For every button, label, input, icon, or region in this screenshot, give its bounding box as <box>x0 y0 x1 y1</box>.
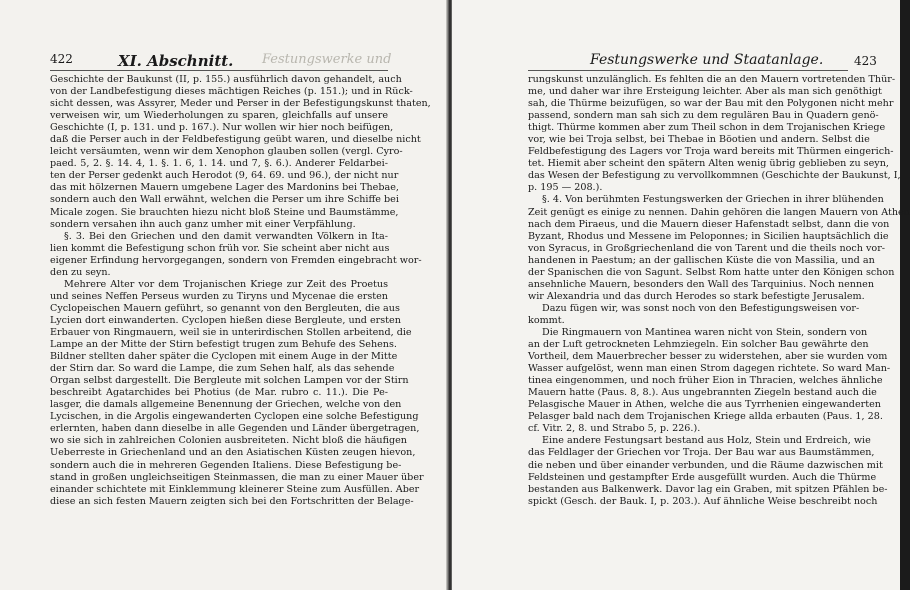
running-title: XI. Abschnitt. <box>118 52 234 70</box>
text-line: Erbauer von Ringmauern, weil sie in unterirdischen Stollen arbeitend, die <box>50 326 412 338</box>
text-line: cf. Vitr. 2, 8. und Strabo 5, p. 226.). <box>528 423 701 435</box>
text-line: von der Landbefestigung dieses mächtigen Reiches (p. 151.); und in Rück- <box>50 86 413 98</box>
text-line: Feldsteinen und gestampfter Erde ausgefüllt wurden. Auch die Thürme <box>528 471 877 483</box>
text-line: p. 195 — 208.). <box>528 182 603 194</box>
text-line: Bildner stellten daher später die Cyclopen mit einem Auge in der Mitte <box>50 351 398 363</box>
text-line: beschreibt Agatarchides bei Photius (de Mar. rubro c. 11.). Die Pe- <box>50 387 388 399</box>
text-line: sondern auch die in mehreren Gegenden Italiens. Diese Befestigung be- <box>50 459 402 471</box>
text-line: nach dem Piraeus, und die Mauern dieser Hafenstadt selbst, dann die von <box>528 218 890 230</box>
body-text <box>528 74 910 508</box>
text-line: der Stirn dar. So ward die Lampe, die zum Sehen half, als das sehende <box>50 363 395 375</box>
text-line: Mehrere Alter vor dem Trojanischen Kriege zur Zeit des Proetus <box>64 278 388 290</box>
text-line: paed. 5, 2. §. 14. 4, 1. §. 1. 6, 1. 14. und 7, §. 6.). Anderer Feldarbei- <box>50 158 388 170</box>
text-line: das mit hölzernen Mauern umgebene Lager des Mardonins bei Thebae, <box>50 182 399 194</box>
text-line: wir Alexandria und das durch Herodes so stark befestigte Jerusalem. <box>528 290 865 302</box>
text-line: §. 3. Bei den Griechen und den damit verwandten Völkern in Ita- <box>64 230 388 242</box>
text-line: Lampe an der Mitte der Stirn befestigt trugen zum Behufe des Sehens. <box>50 339 397 351</box>
text-line: passend, sondern man sah sich zu dem regulären Bau in Quadern genö- <box>528 110 879 122</box>
text-line: rungskunst unzulänglich. Es fehlten die an den Mauern vortretenden Thür- <box>528 74 896 85</box>
text-line: der Spanischen die von Sagunt. Selbst Rom hatte unter den Königen schon <box>528 266 895 278</box>
text-line: von Syracus, in Großgriechenland die von Tarent und die theils noch vor- <box>528 242 886 254</box>
text-line: Zeit genügt es einige zu nennen. Dahin gehören die langen Mauern von Athen <box>528 206 910 218</box>
text-line: Ueberreste in Griechenland und an den Asiatischen Küsten zeugen hievon, <box>50 447 416 459</box>
text-line: Geschichte (I, p. 131. und p. 167.). Nur wollen wir hier noch beifügen, <box>50 122 394 134</box>
text-line: den zu seyn. <box>50 266 111 278</box>
text-line: spickt (Gesch. der Bauk. I, p. 203.). Auf ähnliche Weise beschreibt noch <box>528 495 878 507</box>
text-line: daß die Perser auch in der Feldbefestigung geübt waren, und dieselbe nicht <box>50 134 421 146</box>
text-line: Cyclopeischen Mauern geführt, so genannt von den Bergleuten, die aus <box>50 302 400 314</box>
text-line: diese an sich festen Mauern zeigten sich bei den Fortschritten der Belage- <box>50 495 414 507</box>
text-line: lien kommt die Befestigung schon früh vor. Sie scheint aber nicht aus <box>50 242 390 254</box>
text-line: Pelasger bald nach dem Trojanischen Kriege allda erbauten (Paus. 1, 28. <box>528 411 883 423</box>
text-line: die neben und über einander verbunden, und die Räume dazwischen mit <box>528 459 883 471</box>
text-line: Organ selbst dargestellt. Die Bergleute mit solchen Lampen vor der Stirn <box>50 375 409 387</box>
header-rule <box>528 70 848 71</box>
text-line: kommt. <box>528 314 565 326</box>
text-line: Micale zogen. Sie brauchten hiezu nicht bloß Steine und Baumstämme, <box>50 206 399 218</box>
text-line: tet. Hiemit aber scheint den spätern Alten wenig übrig geblieben zu seyn, <box>528 158 889 170</box>
text-line: Eine andere Festungsart bestand aus Holz, Stein und Erdreich, wie <box>542 435 871 447</box>
text-line: Lycischen, in die Argolis eingewanderten Cyclopen eine solche Befestigung <box>50 411 419 423</box>
text-line: leicht versäumten, wenn wir dem Xenophon glauben sollen (vergl. Cyro- <box>50 146 403 158</box>
text-line: sondern versahen ihn auch ganz umher mit einer Verpfählung. <box>50 218 356 230</box>
text-line: eigener Erfindung hervorgegangen, sondern von Fremden eingebracht wor- <box>50 254 422 266</box>
text-line: Vortheil, dem Mauerbrecher besser zu widerstehen, aber sie wurden vom <box>528 351 888 363</box>
left-page <box>0 0 448 590</box>
text-line: Die Ringmauern von Mantinea waren nicht von Stein, sondern von <box>542 326 868 338</box>
text-line: sicht dessen, was Assyrer, Meder und Perser in der Befestigungskunst thaten, <box>50 98 431 110</box>
text-line: handenen in Paestum; an der gallischen Küste die von Massilia, und an <box>528 254 875 266</box>
show-through-text: Festungswerke und <box>262 52 392 67</box>
text-line: vor, wie bei Troja selbst, bei Thebae in Böotien und andern. Selbst die <box>528 134 870 146</box>
right-page <box>452 0 910 590</box>
text-line: sondern auch den Wall erwähnt, welchen die Perser um ihre Schiffe bei <box>50 194 399 206</box>
text-line: ten der Perser gedenkt auch Herodot (9, 64. 69. und 96.), der nicht nur <box>50 170 399 182</box>
text-line: §. 4. Von berühmten Festungswerken der Griechen in ihrer blühenden <box>542 194 884 206</box>
text-line: me, und daher war ihre Ersteigung leichter. Aber als man sich genöthigt <box>528 86 882 98</box>
text-line: Pelasgische Mauer in Athen, welche die aus Tyrrhenien eingewanderten <box>528 399 881 411</box>
text-line: lasger, die damals allgemeine Benennung der Griechen, welche von den <box>50 399 402 411</box>
text-line: Lycien dort einwanderten. Cyclopen hießen diese Bergleute, und ersten <box>50 314 401 326</box>
text-line: und seines Neffen Perseus wurden zu Tiryns und Mycenae die ersten <box>50 290 388 302</box>
running-title: Festungswerke und Staatanlage. <box>590 52 824 68</box>
text-line: Dazu fügen wir, was sonst noch von den Befestigungsweisen vor- <box>542 302 860 314</box>
text-line: an der Luft getrockneten Lehmziegeln. Ein solcher Bau gewährte den <box>528 339 869 351</box>
page-number: 423 <box>854 54 877 68</box>
text-line: das Wesen der Befestigung zu vervollkommnen (Geschichte der Baukunst, I, <box>528 170 901 182</box>
text-line: Wasser aufgelöst, wenn man einen Strom dagegen richtete. So ward Man- <box>528 363 891 375</box>
text-line: Mauern hatte (Paus. 8, 8.). Aus ungebrannten Ziegeln bestand auch die <box>528 387 877 399</box>
text-line: Feldbefestigung des Lagers vor Troja ward bereits mit Thürmen eingerich- <box>528 146 894 158</box>
text-line: einander schichtete mit Einklemmung kleinerer Steine zum Ausfüllen. Aber <box>50 483 420 495</box>
text-line: sah, die Thürme beizufügen, so war der Bau mit den Polygonen nicht mehr <box>528 98 894 110</box>
header-rule <box>50 70 388 71</box>
text-line: tinea eingenommen, und noch früher Eion in Thracien, welches ähnliche <box>528 375 883 387</box>
text-line: ansehnliche Mauern, besonders den Wall des Tarquinius. Noch nennen <box>528 278 875 290</box>
text-line: Byzant, Rhodus und Messene im Peloponnes; in Sicilien hauptsächlich die <box>528 230 889 242</box>
text-line: erlernten, haben dann dieselbe in alle Gegenden und Länder übergetragen, <box>50 423 420 435</box>
body-text <box>50 74 431 508</box>
text-line: bestanden aus Balkenwerk. Davor lag ein Graben, mit spitzen Pfählen be- <box>528 483 888 495</box>
text-line: Geschichte der Baukunst (II, p. 155.) ausführlich davon gehandelt, auch <box>50 74 402 85</box>
text-line: stand in großen ungleichseitigen Steinmassen, die man zu einer Mauer über <box>50 471 424 483</box>
text-line: verweisen wir, um Wiederholungen zu sparen, gleichfalls auf unsere <box>50 110 388 122</box>
text-line: das Feldlager der Griechen vor Troja. Der Bau war aus Baumstämmen, <box>528 447 875 459</box>
text-line: wo sie sich in zahlreichen Colonien ausbreiteten. Nicht bloß die häufigen <box>50 435 407 447</box>
text-line: thigt. Thürme kommen aber zum Theil schon in dem Trojanischen Kriege <box>528 122 886 134</box>
page-number: 422 <box>50 52 73 66</box>
